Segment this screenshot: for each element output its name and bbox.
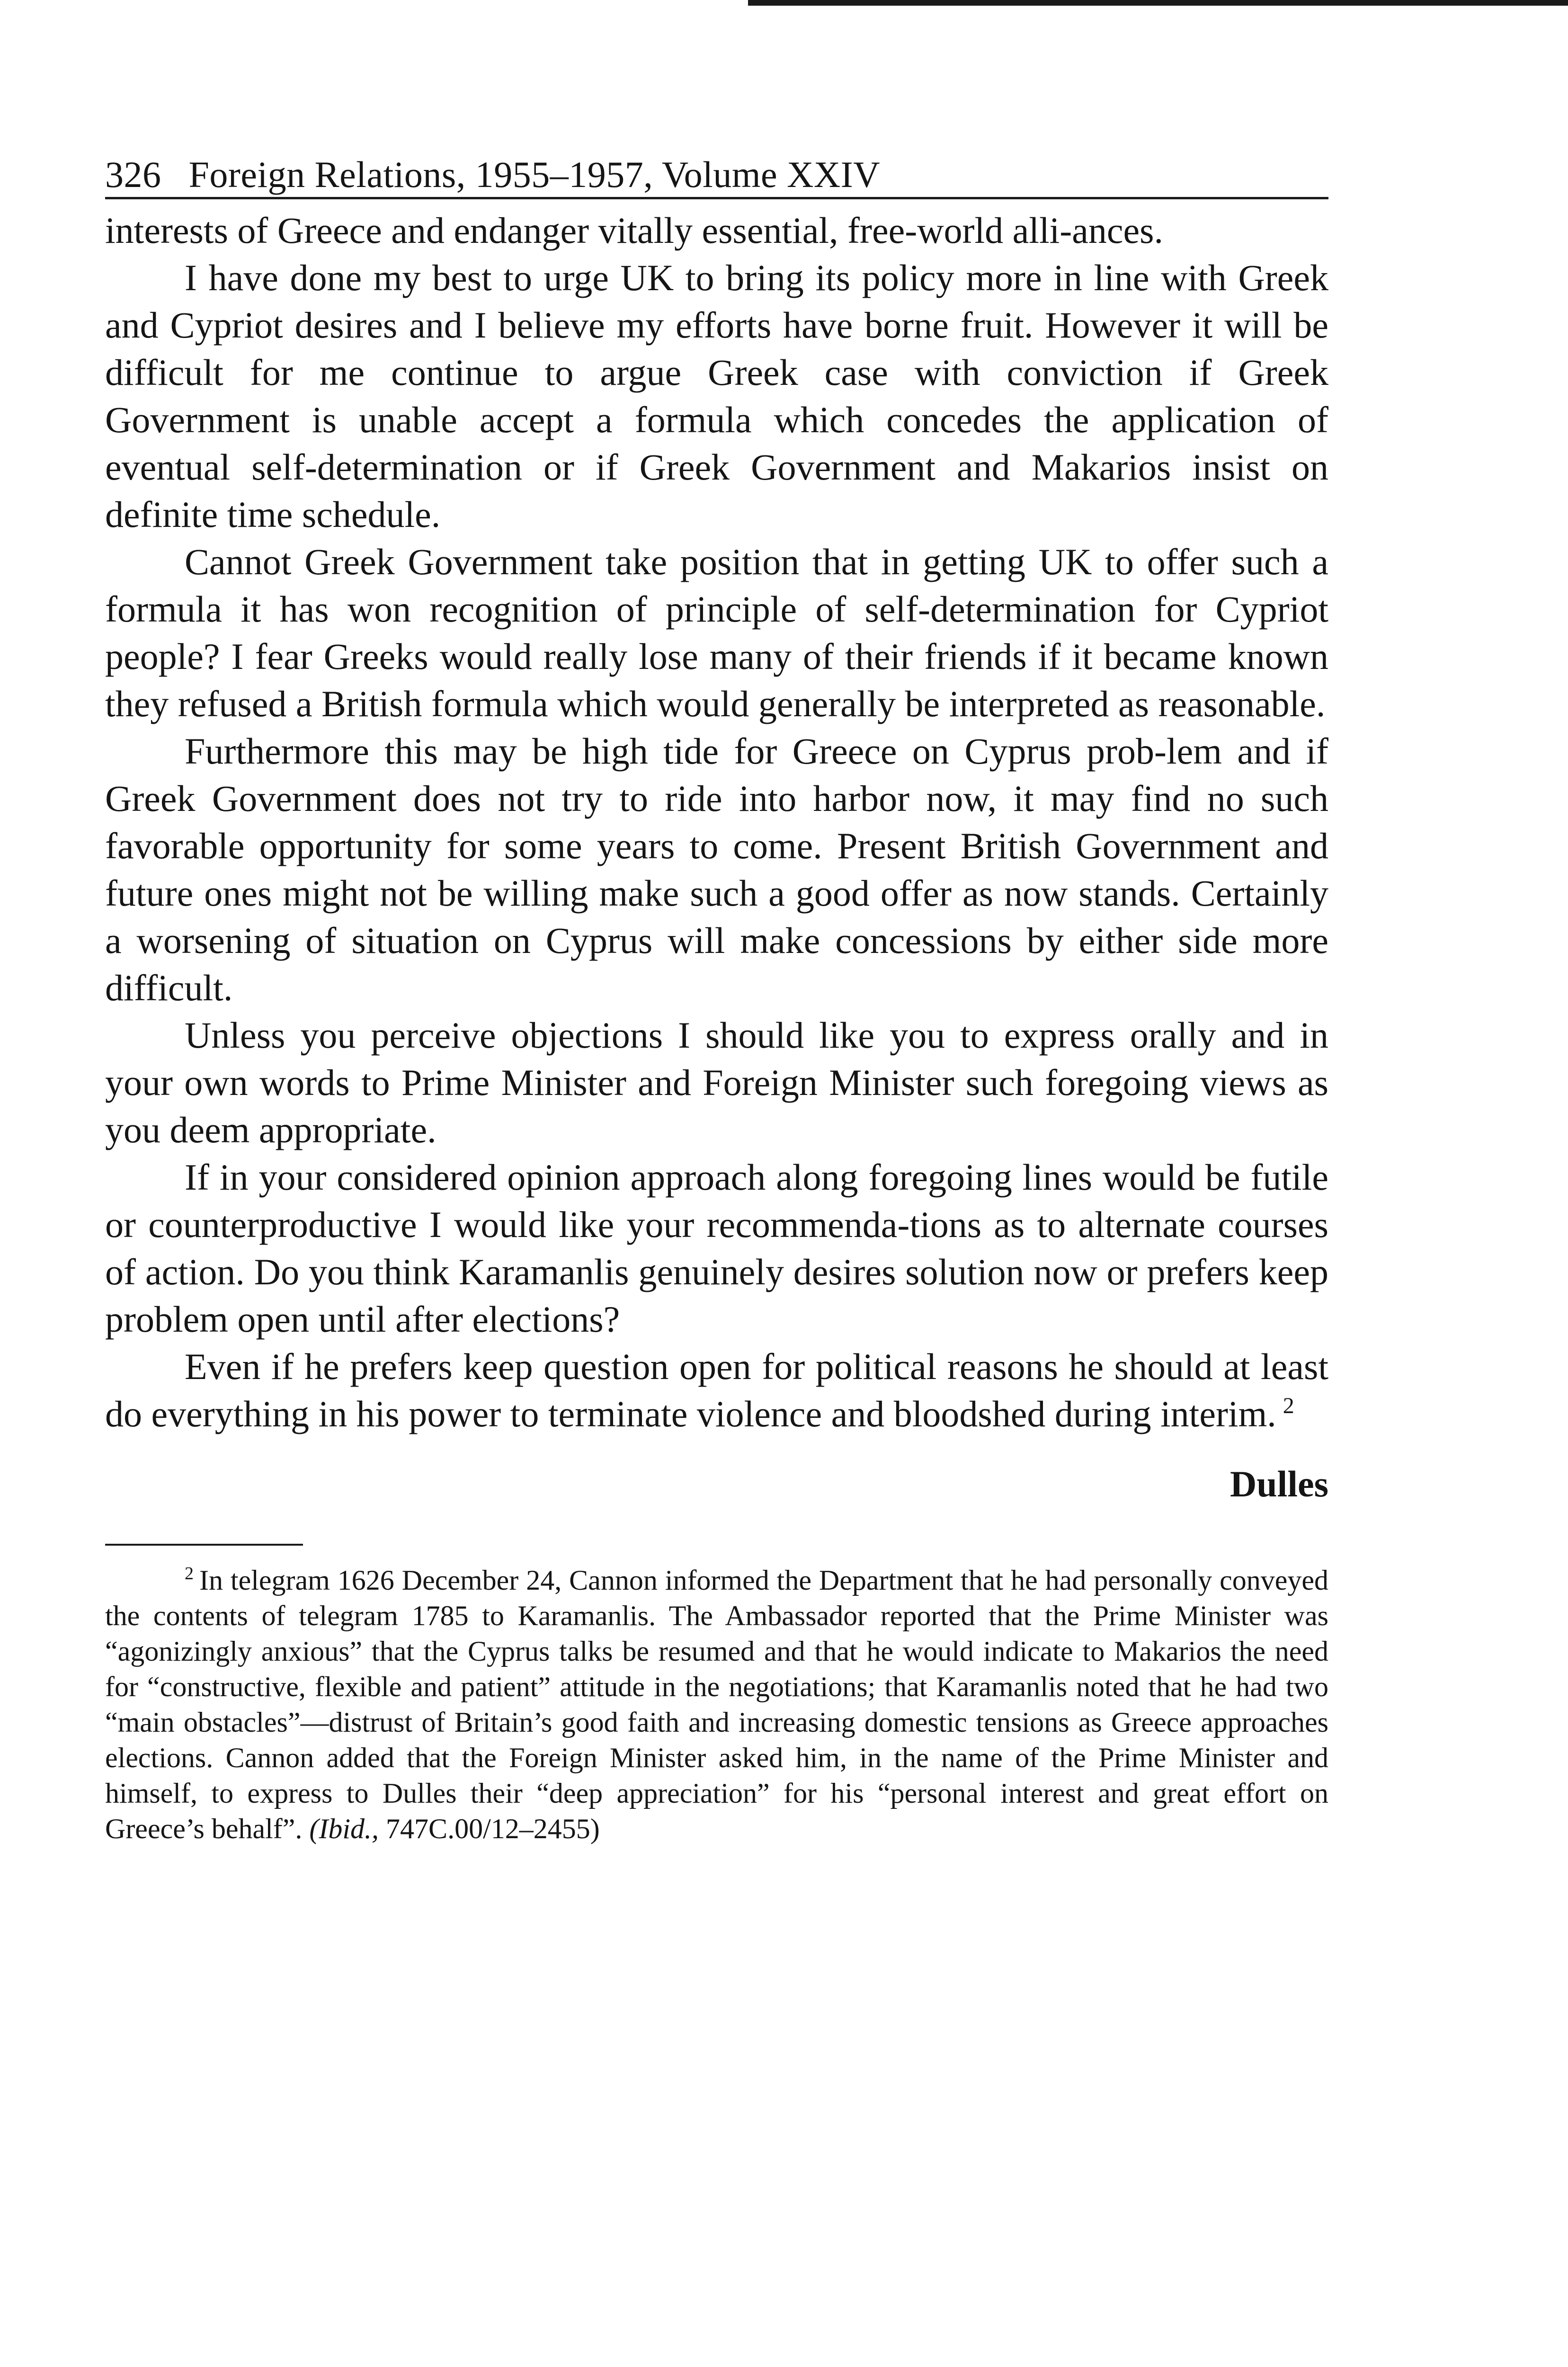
- footnote-citation-ibid: (Ibid.,: [309, 1813, 379, 1844]
- top-edge-rule: [748, 0, 1568, 6]
- paragraph: If in your considered opinion approach along foregoing lines would be futile or counterproductive I would like your recommenda-tions as to alternate courses of action. Do you think Karamanlis genuinely desires solution now or prefers keep problem open until after elections?: [105, 1157, 1328, 1340]
- signature: Dulles: [1229, 1463, 1328, 1504]
- paragraph-final: [105, 1343, 1328, 1438]
- letter-body: [105, 207, 1328, 1438]
- running-head: [105, 156, 1328, 199]
- footnote-text: In telegram 1626 December 24, Cannon informed the Department that he had personally conveyed the contents of telegram 1785 to Karamanlis. The Ambassador reported that the Prime Minister was “agonizingly anxious” that the Cyprus talks be resumed and that he would indicate to Makarios the need for “constructive, flexible and patient” attitude in the negotiations; that Karamanlis noted that he had two “main obstacles”—distrust of Britain’s good faith and increasing domestic tensions as Greece approaches elections. Cannon added that the Foreign Minister asked him, in the name of the Prime Minister and himself, to express to Dulles their “deep appreciation” for his “personal interest and great effort on Greece’s behalf”.: [105, 1565, 1328, 1844]
- footnote-marker: 2: [185, 1564, 194, 1584]
- paragraph-final-text: Even if he prefers keep question open for political reasons he should at least do everything in his power to terminate violence and bloodshed during interim.: [105, 1346, 1328, 1434]
- paragraph: Furthermore this may be high tide for Greece on Cyprus prob-lem and if Greek Government does not try to ride into harbor now, it may find no such favorable opportunity for some years to come. Present British Government and future ones might not be willing make such a good offer as now stands. Certainly a worsening of situation on Cyprus will make concessions by either side more difficult.: [105, 730, 1328, 1008]
- paragraph: I have done my best to urge UK to bring its policy more in line with Greek and Cypriot desires and I believe my efforts have borne fruit. However it will be difficult for me continue to argue Greek case with conviction if Greek Government is unable accept a formula which concedes the application of eventual self-determination or if Greek Government and Makarios insist on definite time schedule.: [105, 257, 1328, 535]
- document-page: [105, 156, 1328, 1847]
- paragraph-continued: interests of Greece and endanger vitally essential, free-world alli-ances.: [105, 210, 1163, 251]
- footnote-divider: [105, 1544, 303, 1546]
- footnote: [105, 1563, 1328, 1847]
- footnote-reference: 2: [1283, 1393, 1294, 1418]
- paragraph: Cannot Greek Government take position that in getting UK to offer such a formula it has won recognition of principle of self-determination for Cypriot people? I fear Greeks would really lose many of their friends if it became known they refused a British formula which would generally be interpreted as reasonable.: [105, 541, 1328, 724]
- footnote-citation-number: 747C.00/12–2455): [386, 1813, 600, 1844]
- page-number: 326: [105, 154, 161, 195]
- paragraph: Unless you perceive objections I should like you to express orally and in your own words to Prime Minister and Foreign Minister such foregoing views as you deem appropriate.: [105, 1014, 1328, 1150]
- running-head-title: Foreign Relations, 1955–1957, Volume XXIV: [188, 154, 881, 195]
